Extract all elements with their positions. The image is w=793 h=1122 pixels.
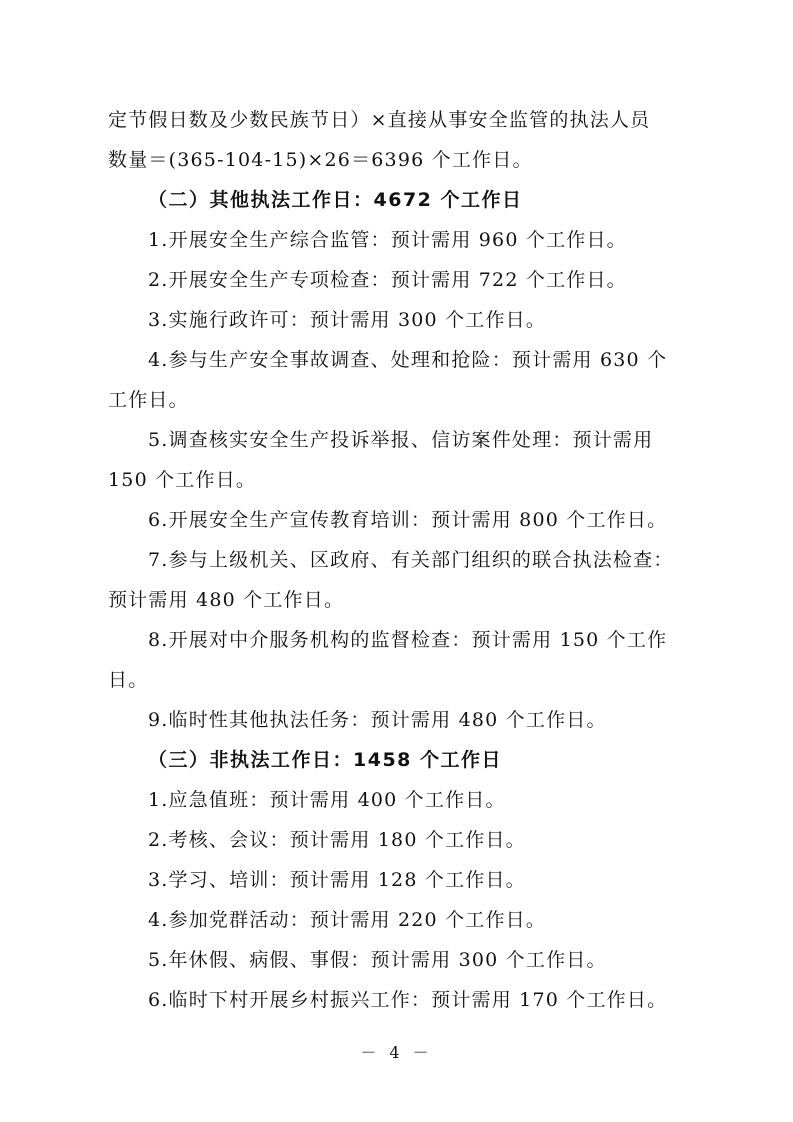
list-item: 4.参与生产安全事故调查、处理和抢险：预计需用 630 个 (148, 349, 668, 371)
list-item-continuation: 预计需用 480 个工作日。 (108, 589, 345, 611)
list-item: 2.考核、会议：预计需用 180 个工作日。 (148, 829, 526, 851)
list-item: 6.开展安全生产宣传教育培训：预计需用 800 个工作日。 (148, 509, 668, 531)
list-item: 9.临时性其他执法任务：预计需用 480 个工作日。 (148, 709, 607, 731)
list-item: 1.应急值班：预计需用 400 个工作日。 (148, 789, 506, 811)
list-item: 7.参与上级机关、区政府、有关部门组织的联合执法检查： (148, 549, 674, 571)
list-item: 2.开展安全生产专项检查：预计需用 722 个工作日。 (148, 269, 627, 291)
list-item: 3.学习、培训：预计需用 128 个工作日。 (148, 869, 526, 891)
paragraph-continuation-line: 定节假日数及少数民族节日）×直接从事安全监管的执法人员 (108, 109, 651, 131)
list-item: 8.开展对中介服务机构的监督检查：预计需用 150 个工作 (148, 629, 668, 651)
list-item-continuation: 日。 (108, 669, 149, 691)
list-item: 5.年休假、病假、事假：预计需用 300 个工作日。 (148, 949, 607, 971)
list-item: 3.实施行政许可：预计需用 300 个工作日。 (148, 309, 547, 331)
list-item-continuation: 150 个工作日。 (108, 469, 257, 491)
list-item: 6.临时下村开展乡村振兴工作：预计需用 170 个工作日。 (148, 989, 668, 1011)
page-number: － 4 － (360, 1043, 433, 1062)
paragraph-continuation-line: 数量＝(365-104-15)×26＝6396 个工作日。 (108, 149, 533, 171)
list-item: 4.参加党群活动：预计需用 220 个工作日。 (148, 909, 547, 931)
section-heading-other-enforcement: （二）其他执法工作日：4672 个工作日 (148, 189, 523, 211)
list-item-continuation: 工作日。 (108, 389, 189, 411)
section-heading-non-enforcement: （三）非执法工作日：1458 个工作日 (148, 749, 502, 771)
list-item: 1.开展安全生产综合监管：预计需用 960 个工作日。 (148, 229, 627, 251)
list-item: 5.调查核实安全生产投诉举报、信访案件处理：预计需用 (148, 429, 654, 451)
